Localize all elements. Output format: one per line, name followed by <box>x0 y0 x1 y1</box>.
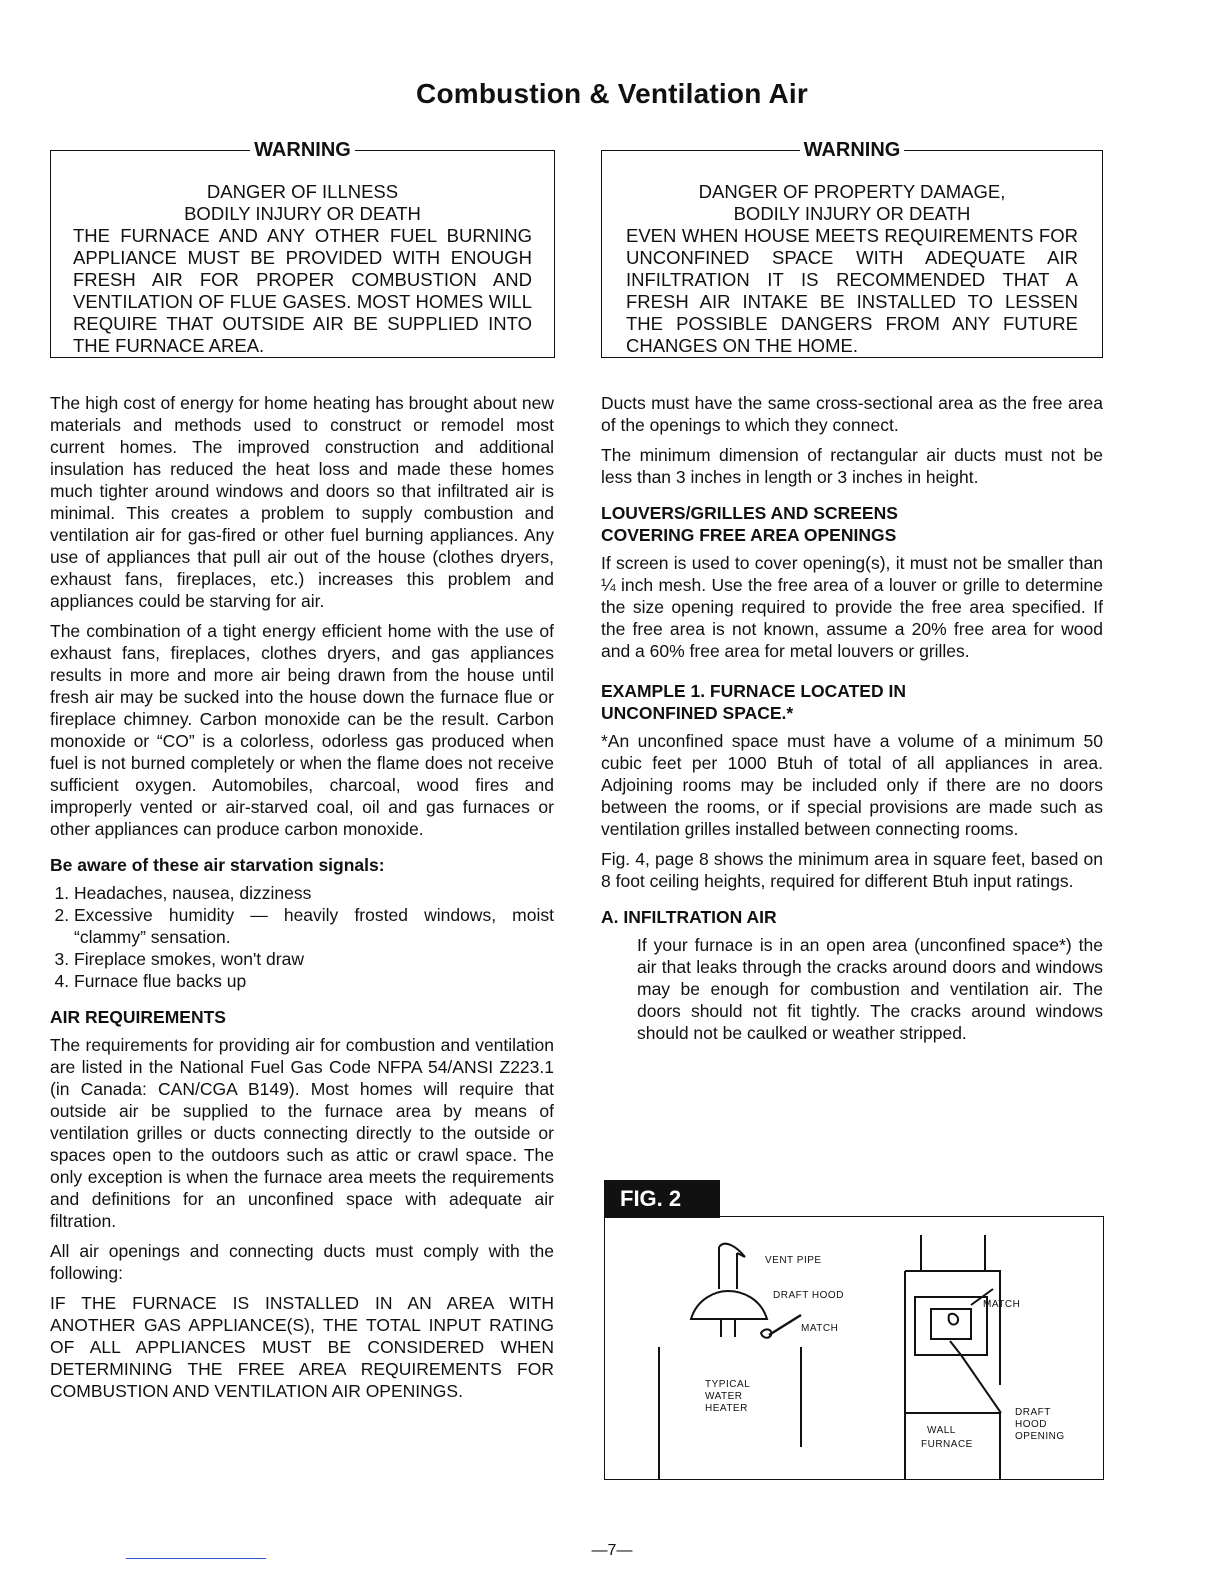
list-item: 3. Fireplace smokes, won't draw <box>74 948 554 970</box>
warning-line: DANGER OF PROPERTY DAMAGE, <box>698 181 1006 202</box>
section-heading: UNCONFINED SPACE.* <box>601 703 794 723</box>
paragraph: If screen is used to cover opening(s), it must not be smaller than ¼ inch mesh. Use the free area of a louver or grille to determine the size opening required to provide the free area specified. If the free area is not known, assume a 20% free area for wood and a 60% free area for metal louvers or grilles. <box>601 553 1103 661</box>
draft-hood-label: DRAFT HOOD <box>773 1290 844 1301</box>
list-item: 1. Headaches, nausea, dizziness <box>74 882 554 904</box>
section-heading: Be aware of these air starvation signals: <box>50 855 385 875</box>
draft-hood-opening-label-1: DRAFT <box>1015 1407 1051 1418</box>
warning-text: THE FURNACE AND ANY OTHER FUEL BURNING APPLIANCE MUST BE PROVIDED WITH ENOUGH FRESH AIR FOR PROPER COMBUSTION AND VENTILATION OF FLUE GASES. MOST HOMES WILL REQUIRE THAT OUTSIDE AIR BE SUPPLIED INTO THE FURNACE AREA. <box>73 225 532 356</box>
paragraph: The high cost of energy for home heating has brought about new materials and methods used to construct or remodel most current homes. The improved construction and additional insulation has reduced the heat loss and made these homes much tighter around windows and doors so that infiltrated air is minimal. This creates a problem to supply combustion and ventilation air for gas-fired or other fuel burning appliances. Any use of appliances that pull air out of the house (clothes dryers, exhaust fans, fireplaces, etc.) increases this problem and appliances could be starving for air. <box>50 393 554 611</box>
figure-2 <box>604 1216 1104 1480</box>
warning-box-property <box>601 139 1103 358</box>
draft-hood-opening-label-3: OPENING <box>1015 1431 1065 1442</box>
warning-line: DANGER OF ILLNESS <box>206 181 399 202</box>
list-item: 4. Furnace flue backs up <box>74 970 554 992</box>
draft-hood-opening-label-2: HOOD <box>1015 1419 1047 1430</box>
page-number: —7— <box>591 1542 633 1559</box>
figure-drawing <box>605 1217 1105 1481</box>
wall-furnace-label-2: FURNACE <box>921 1439 973 1450</box>
figure-label: FIG. 2 <box>604 1180 720 1218</box>
signals-list <box>50 882 554 992</box>
heater-label-3: HEATER <box>705 1403 748 1414</box>
wall-furnace-label-1: WALL <box>927 1425 956 1436</box>
paragraph: *An unconfined space must have a volume of a minimum 50 cubic feet per 1000 Btuh of total of all appliances in area. Adjoining rooms may be included only if there are no doors between the rooms, or if special provisions are made such as ventilation grilles installed between connecting rooms. <box>601 731 1103 839</box>
section-heading: LOUVERS/GRILLES AND SCREENS <box>601 503 898 523</box>
paragraph: The requirements for providing air for combustion and ventilation are listed in the National Fuel Gas Code NFPA 54/ANSI Z223.1 (in Canada: CAN/CGA B149). Most homes will require that outside air be supplied to the furnace area by means of ventilation grilles or ducts connecting directly to the outside or spaces open to the outdoors such as attic or crawl space. The only exception is when the furnace area meets the requirements and definitions for an unconfined space with adequate air filtration. <box>50 1035 554 1231</box>
section-heading: AIR REQUIREMENTS <box>50 1007 226 1027</box>
paragraph: The combination of a tight energy efficient home with the use of exhaust fans, fireplaces, clothes dryers, and gas appliances results in more and more air being drawn from the house until fresh air may be sucked into the house down the furnace flue or fireplace chimney. Carbon monoxide can be the result. Carbon monoxide or “CO” is a colorless, odorless gas produced when fuel is not burned completely or when the flame does not receive sufficient oxygen. Automobiles, charcoal, wood fires and improperly vented or air-starved coal, oil and gas furnaces or other appliances can produce carbon monoxide. <box>50 621 554 839</box>
footer-link-line[interactable] <box>126 1558 266 1559</box>
figure-labels <box>705 1255 1065 1450</box>
water-heater-drawing <box>659 1244 801 1479</box>
left-column <box>50 392 554 1410</box>
page-title: Combustion & Ventilation Air <box>416 78 808 109</box>
warning-heading: WARNING <box>800 139 905 161</box>
section-heading: A. INFILTRATION AIR <box>601 907 777 927</box>
section-heading: COVERING FREE AREA OPENINGS <box>601 525 897 545</box>
warning-line: BODILY INJURY OR DEATH <box>733 203 971 224</box>
vent-pipe-label: VENT PIPE <box>765 1255 822 1266</box>
paragraph: All air openings and connecting ducts must comply with the following: <box>50 1241 554 1283</box>
match-label-left: MATCH <box>801 1323 839 1334</box>
list-item: 2. Excessive humidity — heavily frosted windows, moist “clammy” sensation. <box>74 904 554 948</box>
paragraph: IF THE FURNACE IS INSTALLED IN AN AREA WITH ANOTHER GAS APPLIANCE(S), THE TOTAL INPUT RATING OF ALL APPLIANCES MUST BE CONSIDERED WHEN DETERMINING THE FREE AREA REQUIREMENTS FOR COMBUSTION AND VENTILATION AIR OPENINGS. <box>50 1293 554 1401</box>
warning-heading: WARNING <box>250 139 355 161</box>
paragraph: The minimum dimension of rectangular air ducts must not be less than 3 inches in length or 3 inches in height. <box>601 445 1103 487</box>
paragraph: Fig. 4, page 8 shows the minimum area in square feet, based on 8 foot ceiling heights, required for different Btuh input ratings. <box>601 849 1103 891</box>
warning-box-illness <box>50 139 555 358</box>
match-label-right: MATCH <box>983 1299 1021 1310</box>
right-column <box>601 392 1103 1052</box>
paragraph: If your furnace is in an open area (unconfined space*) the air that leaks through the cracks around doors and windows may be enough for combustion and ventilation air. The doors should not fit tightly. The cracks around windows should not be caulked or weather stripped. <box>637 935 1103 1043</box>
heater-label-2: WATER <box>705 1391 743 1402</box>
warning-text: EVEN WHEN HOUSE MEETS REQUIREMENTS FOR UNCONFINED SPACE WITH ADEQUATE AIR INFILTRATION IT IS RECOMMENDED THAT A FRESH AIR INTAKE BE INSTALLED TO LESSEN THE POSSIBLE DANGERS FROM ANY FUTURE CHANGES ON THE HOME. <box>626 225 1078 356</box>
warning-line: BODILY INJURY OR DEATH <box>184 203 421 224</box>
heater-label-1: TYPICAL <box>705 1379 751 1390</box>
section-heading: EXAMPLE 1. FURNACE LOCATED IN <box>601 681 906 701</box>
paragraph: Ducts must have the same cross-sectional area as the free area of the openings to which they connect. <box>601 393 1103 435</box>
